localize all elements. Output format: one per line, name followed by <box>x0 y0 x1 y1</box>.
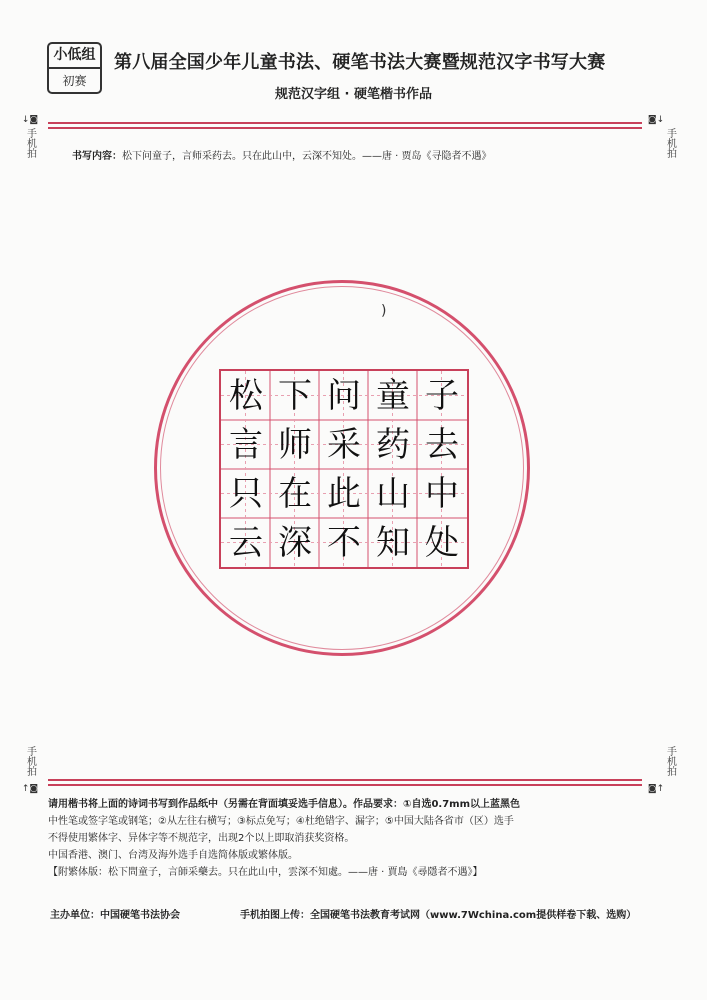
grid-char: 不 <box>327 523 361 563</box>
side-label-text: 手机拍 <box>664 746 676 776</box>
arrow-up-icon: ↑ <box>656 784 665 794</box>
camera-icon: ◙ <box>647 115 657 125</box>
grid-char: 松 <box>229 376 263 416</box>
top-divider <box>48 122 642 129</box>
grid-char: 此 <box>327 474 361 514</box>
grid-char: 只 <box>229 474 263 514</box>
grid-char: 药 <box>376 425 410 465</box>
side-label-text: 手机拍 <box>24 746 36 776</box>
instruction-line: 中性笔或签字笔或钢笔；②从左往右横写；③标点免写；④杜绝错字、漏字；⑤中国大陆各省市（区）选手 <box>48 816 514 827</box>
camera-marker-top-right <box>646 114 666 126</box>
bottom-divider <box>48 779 642 786</box>
grid-char: 言 <box>229 425 263 465</box>
grid-char: 子 <box>425 376 459 416</box>
grid-char: 云 <box>229 523 263 563</box>
content-label: 书写内容： <box>72 151 122 162</box>
side-label-bottom-right <box>660 746 680 779</box>
grid-char: 在 <box>278 474 312 514</box>
calligraphy-grid <box>219 369 469 569</box>
footer-upload: 手机拍图上传：全国硬笔书法教育考试网（www.7Wchina.com提供样卷下载、选购） <box>240 910 637 921</box>
camera-icon: ◙ <box>29 784 39 794</box>
grid-char: 童 <box>376 376 410 416</box>
instruction-line: 中国香港、澳门、台湾及海外选手自选简体版或繁体版。 <box>48 850 298 861</box>
grid-char: 知 <box>376 523 410 563</box>
grid-char: 师 <box>278 425 312 465</box>
camera-marker-bottom-left <box>20 783 40 795</box>
footer-organizer: 主办单位：中国硬笔书法协会 <box>50 910 180 921</box>
grid-char: 中 <box>425 474 459 514</box>
side-label-top-right <box>660 128 680 161</box>
grid-char: 处 <box>425 523 459 563</box>
badge-group-label: 小低组 <box>49 44 100 69</box>
grid-char: 采 <box>327 425 361 465</box>
camera-icon: ◙ <box>29 115 39 125</box>
arrow-down-icon: ↓ <box>656 115 665 125</box>
camera-marker-top-left <box>20 114 40 126</box>
instruction-line: 【附繁体版：松下問童子，言師采藥去。只在此山中，雲深不知處。——唐 · 賈島《尋隱者不遇》】 <box>48 867 483 878</box>
instruction-line: 请用楷书将上面的诗词书写到作品纸中（另需在背面填妥选手信息）。作品要求：①自选0.7mm以上蓝黑色 <box>48 799 521 810</box>
grid-char: 下 <box>278 376 312 416</box>
side-label-top-left <box>20 128 40 161</box>
camera-marker-bottom-right <box>646 783 666 795</box>
page-title: 第八届全国少年儿童书法、硬笔书法大赛暨规范汉字书写大赛 <box>114 52 606 73</box>
content-text: 松下问童子，言师采药去。只在此山中，云深不知处。——唐 · 贾岛《寻隐者不遇》 <box>122 151 492 162</box>
grid-char: 问 <box>327 376 361 416</box>
grid-char: 深 <box>278 523 312 563</box>
side-label-text: 手机拍 <box>24 128 36 158</box>
arrow-down-icon: ↓ <box>21 115 30 125</box>
side-label-bottom-left <box>20 746 40 779</box>
page-subtitle: 规范汉字组 · 硬笔楷书作品 <box>275 87 432 102</box>
instruction-line: 不得使用繁体字、异体字等不规范字，出现2个以上即取消获奖资格。 <box>48 833 355 844</box>
camera-icon: ◙ <box>647 784 657 794</box>
grid-char: 山 <box>376 474 410 514</box>
badge-round-label: 初赛 <box>62 74 87 88</box>
side-label-text: 手机拍 <box>664 128 676 158</box>
writing-content <box>72 147 492 162</box>
arrow-up-icon: ↑ <box>21 784 30 794</box>
instructions <box>48 796 648 881</box>
grid-char: 去 <box>425 425 459 465</box>
stray-mark: ) <box>381 303 387 319</box>
